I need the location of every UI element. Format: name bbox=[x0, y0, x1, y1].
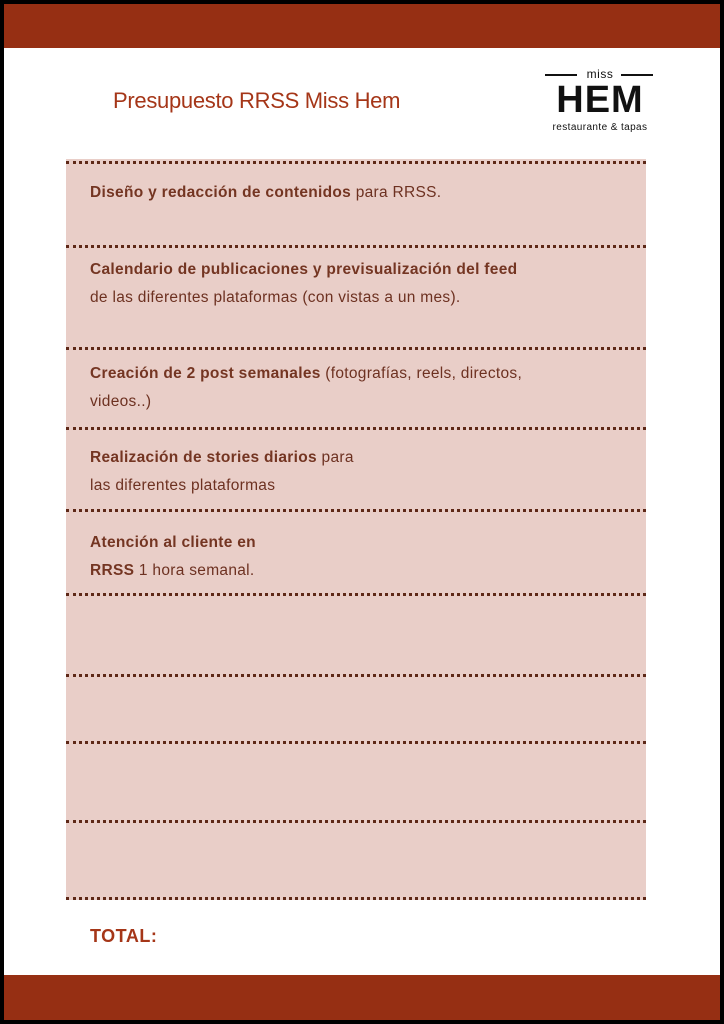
list-item bbox=[90, 360, 530, 416]
item-text: (fotografías, reels, directos, videos..) bbox=[90, 365, 523, 410]
item-text: 1 hora semanal. bbox=[134, 562, 255, 579]
divider bbox=[66, 245, 646, 248]
footer-bar bbox=[4, 975, 720, 1020]
item-text: para RRSS. bbox=[351, 184, 442, 201]
divider bbox=[66, 820, 646, 823]
list-item bbox=[90, 256, 530, 312]
total-label: TOTAL: bbox=[90, 926, 158, 946]
list-item bbox=[90, 179, 530, 207]
logo-subtitle: restaurante & tapas bbox=[552, 122, 648, 133]
item-bold-text: Realización de stories diarios bbox=[90, 449, 317, 466]
divider bbox=[66, 347, 646, 350]
divider bbox=[66, 674, 646, 677]
logo-line-right bbox=[621, 74, 653, 76]
divider bbox=[66, 897, 646, 900]
item-bold-text: Calendario de publicaciones y previsualización del feed bbox=[90, 261, 518, 278]
item-bold-text: Atención al cliente en RRSS bbox=[90, 534, 256, 579]
item-bold-text: Diseño y redacción de contenidos bbox=[90, 184, 352, 201]
list-item bbox=[90, 444, 360, 500]
logo-top-text: miss bbox=[586, 67, 614, 81]
header-bar bbox=[4, 4, 720, 48]
item-text: para las diferentes plataformas bbox=[90, 449, 354, 494]
list-item bbox=[90, 529, 290, 585]
logo-name: HEM bbox=[556, 79, 644, 121]
divider bbox=[66, 509, 646, 512]
item-text: de las diferentes plataformas (con vistas a un mes). bbox=[90, 289, 461, 306]
page-title: Presupuesto RRSS Miss Hem bbox=[113, 88, 401, 113]
divider bbox=[66, 593, 646, 596]
budget-page bbox=[4, 4, 720, 1020]
item-bold-text: Creación de 2 post semanales bbox=[90, 365, 321, 382]
divider bbox=[66, 427, 646, 430]
divider bbox=[66, 741, 646, 744]
budget-items-panel bbox=[66, 159, 646, 900]
divider bbox=[66, 161, 646, 164]
brand-logo bbox=[544, 67, 656, 139]
